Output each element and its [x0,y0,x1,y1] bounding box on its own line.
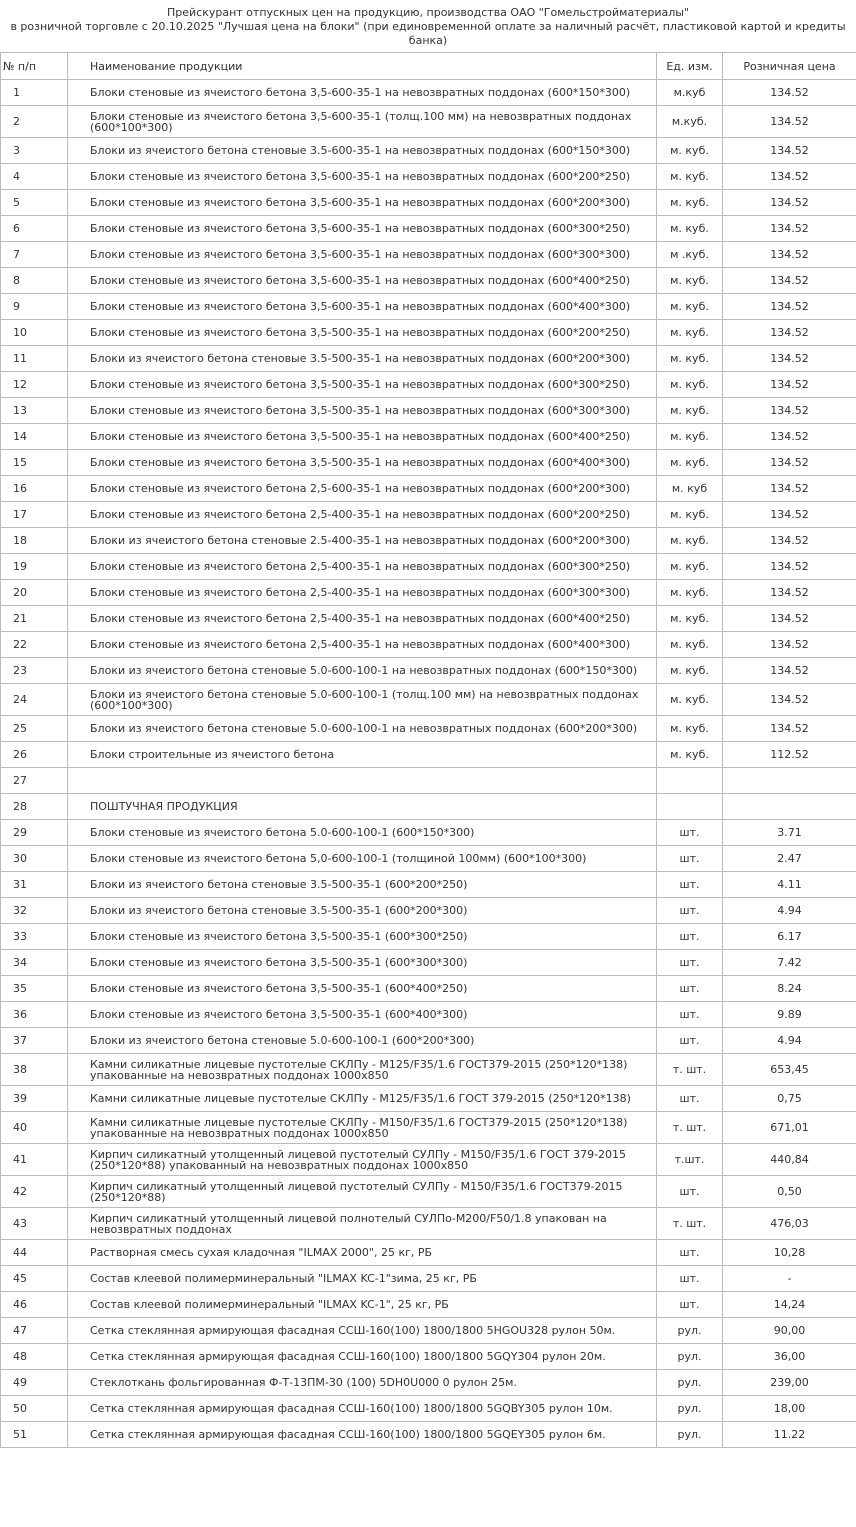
row-name: Блоки стеновые из ячеистого бетона 3,5-500-35-1 (600*400*300) [68,1002,657,1028]
row-unit: т. шт. [657,1208,723,1240]
row-name: Блоки из ячеистого бетона стеновые 5.0-600-100-1 на невозвратных поддонах (600*150*300) [68,658,657,684]
row-num: 20 [1,580,68,606]
row-unit: м. куб. [657,320,723,346]
row-num: 49 [1,1370,68,1396]
row-num: 43 [1,1208,68,1240]
row-unit: шт. [657,846,723,872]
row-price: 134.52 [723,106,856,138]
row-price: 8.24 [723,976,856,1002]
row-name: Стеклоткань фольгированная Ф-Т-13ПМ-30 (100) 5DH0U000 0 рулон 25м. [68,1370,657,1396]
row-unit: м. куб. [657,502,723,528]
row-name: Камни силикатные лицевые пустотелые СКЛПу - М150/F35/1.6 ГОСТ379-2015 (250*120*138) упакованные на невозвратных поддонах 1000х850 [68,1112,657,1144]
row-price: 36,00 [723,1344,856,1370]
row-price: 653,45 [723,1054,856,1086]
table-row [1,684,856,716]
row-num: 4 [1,164,68,190]
table-row [1,1266,856,1292]
row-num: 6 [1,216,68,242]
table-row [1,606,856,632]
title-line-1: Прейскурант отпускных цен на продукцию, производства ОАО "Гомельстройматериалы" [166,6,690,19]
row-name: Кирпич силикатный утолщенный лицевой пустотелый СУЛПу - М150/F35/1.6 ГОСТ379-2015 (250*120*88) [68,1176,657,1208]
row-unit: шт. [657,1086,723,1112]
table-row [1,1208,856,1240]
row-unit: м. куб. [657,268,723,294]
row-num: 22 [1,632,68,658]
table-row [1,294,856,320]
row-price: 134.52 [723,684,856,716]
row-num: 3 [1,138,68,164]
row-num: 47 [1,1318,68,1344]
table-row [1,924,856,950]
row-name: Блоки из ячеистого бетона стеновые 5.0-600-100-1 (толщ.100 мм) на невозвратных поддонах (600*100*300) [68,684,657,716]
row-unit: шт. [657,950,723,976]
row-price: - [723,1266,856,1292]
row-price: 134.52 [723,424,856,450]
price-list-title [0,0,856,52]
table-row [1,1028,856,1054]
table-row [1,872,856,898]
row-price: 476,03 [723,1208,856,1240]
table-row [1,1176,856,1208]
row-name: Блоки из ячеистого бетона стеновые 5.0-600-100-1 на невозвратных поддонах (600*200*300) [68,716,657,742]
row-unit: м. куб. [657,684,723,716]
table-row [1,1240,856,1266]
row-price: 3.71 [723,820,856,846]
row-price: 134.52 [723,320,856,346]
row-unit: м. куб. [657,424,723,450]
row-price: 0,75 [723,1086,856,1112]
row-name: Сетка стеклянная армирующая фасадная ССШ-160(100) 1800/1800 5GQEY305 рулон 6м. [68,1422,657,1448]
table-row [1,164,856,190]
row-unit: рул. [657,1396,723,1422]
table-row [1,976,856,1002]
row-unit: шт. [657,976,723,1002]
row-price: 0,50 [723,1176,856,1208]
row-price: 239,00 [723,1370,856,1396]
row-unit: шт. [657,872,723,898]
row-num: 14 [1,424,68,450]
row-name: Блоки из ячеистого бетона стеновые 3.5-500-35-1 на невозвратных поддонах (600*200*300) [68,346,657,372]
row-unit: шт. [657,820,723,846]
row-name: Блоки стеновые из ячеистого бетона 2,5-400-35-1 на невозвратных поддонах (600*200*250) [68,502,657,528]
row-price: 112.52 [723,742,856,768]
row-num: 18 [1,528,68,554]
table-row [1,950,856,976]
row-unit: рул. [657,1422,723,1448]
row-price: 134.52 [723,632,856,658]
row-num: 5 [1,190,68,216]
row-unit: м.куб. [657,106,723,138]
row-name: Растворная смесь сухая кладочная "ILMAX 2000", 25 кг, РБ [68,1240,657,1266]
row-name: Блоки из ячеистого бетона стеновые 5.0-600-100-1 (600*200*300) [68,1028,657,1054]
row-num: 15 [1,450,68,476]
row-price: 134.52 [723,502,856,528]
row-num: 10 [1,320,68,346]
row-num: 1 [1,80,68,106]
row-num: 33 [1,924,68,950]
row-name: Блоки стеновые из ячеистого бетона 3,5-500-35-1 (600*300*300) [68,950,657,976]
row-unit: шт. [657,1266,723,1292]
row-name: Блоки стеновые из ячеистого бетона 3,5-600-35-1 на невозвратных поддонах (600*300*250) [68,216,657,242]
row-unit [657,794,723,820]
row-num: 13 [1,398,68,424]
row-price: 4.11 [723,872,856,898]
row-unit: м. куб. [657,580,723,606]
row-num: 45 [1,1266,68,1292]
table-row [1,1112,856,1144]
row-name [68,768,657,794]
row-unit: м. куб. [657,606,723,632]
row-price: 134.52 [723,450,856,476]
table-row [1,898,856,924]
row-price: 2.47 [723,846,856,872]
table-row [1,216,856,242]
row-unit: м.куб [657,80,723,106]
row-price: 134.52 [723,398,856,424]
row-name: Блоки стеновые из ячеистого бетона 3,5-600-35-1 (толщ.100 мм) на невозвратных поддонах (600*100*300) [68,106,657,138]
table-row [1,658,856,684]
row-price: 4.94 [723,898,856,924]
row-unit: шт. [657,1176,723,1208]
table-row [1,1002,856,1028]
row-price: 134.52 [723,554,856,580]
table-row [1,424,856,450]
row-price: 134.52 [723,138,856,164]
row-unit: м. куб [657,476,723,502]
row-price: 7.42 [723,950,856,976]
row-num: 25 [1,716,68,742]
table-row [1,450,856,476]
row-name: Блоки из ячеистого бетона стеновые 3.5-500-35-1 (600*200*300) [68,898,657,924]
row-num: 31 [1,872,68,898]
row-num: 35 [1,976,68,1002]
row-name: Блоки строительные из ячеистого бетона [68,742,657,768]
row-name: Блоки стеновые из ячеистого бетона 2,5-400-35-1 на невозвратных поддонах (600*300*250) [68,554,657,580]
row-num: 8 [1,268,68,294]
row-name: Блоки из ячеистого бетона стеновые 3.5-600-35-1 на невозвратных поддонах (600*150*300) [68,138,657,164]
row-name: Блоки стеновые из ячеистого бетона 3,5-600-35-1 на невозвратных поддонах (600*300*300) [68,242,657,268]
table-row [1,1344,856,1370]
row-name: Блоки стеновые из ячеистого бетона 2,5-400-35-1 на невозвратных поддонах (600*400*300) [68,632,657,658]
row-num: 16 [1,476,68,502]
row-num: 29 [1,820,68,846]
row-num: 28 [1,794,68,820]
row-unit: м .куб. [657,242,723,268]
row-num: 30 [1,846,68,872]
row-num: 38 [1,1054,68,1086]
row-price: 134.52 [723,190,856,216]
row-name: Блоки стеновые из ячеистого бетона 3,5-500-35-1 на невозвратных поддонах (600*400*300) [68,450,657,476]
table-row [1,742,856,768]
table-row [1,190,856,216]
row-unit: м. куб. [657,164,723,190]
row-num: 50 [1,1396,68,1422]
row-name: Блоки стеновые из ячеистого бетона 3,5-500-35-1 (600*300*250) [68,924,657,950]
title-line-2: в розничной торговле с 20.10.2025 "Лучшая цена на блоки" (при единовременной оплате за наличный расчёт, пластиковой картой и кредиты банка) [10,20,846,47]
row-price: 11.22 [723,1422,856,1448]
row-price: 90,00 [723,1318,856,1344]
row-unit: м. куб. [657,632,723,658]
row-name: Блоки стеновые из ячеистого бетона 2,5-400-35-1 на невозвратных поддонах (600*300*300) [68,580,657,606]
row-num: 51 [1,1422,68,1448]
row-price: 134.52 [723,528,856,554]
row-price: 134.52 [723,216,856,242]
row-unit: м. куб. [657,216,723,242]
row-price: 134.52 [723,606,856,632]
row-name: Сетка стеклянная армирующая фасадная ССШ-160(100) 1800/1800 5GQY304 рулон 20м. [68,1344,657,1370]
row-unit: м. куб. [657,742,723,768]
row-unit: шт. [657,1240,723,1266]
row-unit: рул. [657,1318,723,1344]
row-price: 9.89 [723,1002,856,1028]
table-row [1,242,856,268]
row-price: 440,84 [723,1144,856,1176]
row-num: 12 [1,372,68,398]
row-num: 19 [1,554,68,580]
row-unit: м. куб. [657,554,723,580]
row-num: 44 [1,1240,68,1266]
row-name: Блоки из ячеистого бетона стеновые 2.5-400-35-1 на невозвратных поддонах (600*200*300) [68,528,657,554]
row-unit: т.шт. [657,1144,723,1176]
row-name: Блоки стеновые из ячеистого бетона 2,5-600-35-1 на невозвратных поддонах (600*200*300) [68,476,657,502]
row-num: 40 [1,1112,68,1144]
row-name: Кирпич силикатный утолщенный лицевой полнотелый СУЛПо-М200/F50/1.8 упакован на невозвратных поддонах [68,1208,657,1240]
row-unit: м. куб. [657,138,723,164]
row-unit: м. куб. [657,716,723,742]
table-row [1,138,856,164]
header-unit: Ед. изм. [657,53,723,80]
table-row [1,846,856,872]
header-num: № п/п [1,53,68,80]
table-row [1,320,856,346]
row-price: 134.52 [723,372,856,398]
row-num: 23 [1,658,68,684]
row-num: 39 [1,1086,68,1112]
row-price: 134.52 [723,476,856,502]
row-name: Камни силикатные лицевые пустотелые СКЛПу - М125/F35/1.6 ГОСТ379-2015 (250*120*138) упакованные на невозвратных поддонах 1000х850 [68,1054,657,1086]
row-name: Состав клеевой полимерминеральный "ILMAX KC-1"зима, 25 кг, РБ [68,1266,657,1292]
table-row [1,1144,856,1176]
table-row [1,632,856,658]
row-unit: м. куб. [657,398,723,424]
row-unit: рул. [657,1344,723,1370]
price-table [0,52,856,1448]
row-unit [657,768,723,794]
row-name: Блоки стеновые из ячеистого бетона 3,5-500-35-1 на невозвратных поддонах (600*300*250) [68,372,657,398]
row-name: Блоки стеновые из ячеистого бетона 3,5-500-35-1 на невозвратных поддонах (600*400*250) [68,424,657,450]
row-price: 14,24 [723,1292,856,1318]
row-unit: м. куб. [657,658,723,684]
table-row [1,106,856,138]
row-num: 24 [1,684,68,716]
row-price: 134.52 [723,580,856,606]
table-row [1,580,856,606]
row-unit: шт. [657,898,723,924]
row-name: ПОШТУЧНАЯ ПРОДУКЦИЯ [68,794,657,820]
row-price: 134.52 [723,268,856,294]
header-name: Наименование продукции [68,53,657,80]
table-row [1,528,856,554]
row-unit: м. куб. [657,372,723,398]
table-row [1,794,856,820]
table-row [1,502,856,528]
row-unit: шт. [657,924,723,950]
table-row [1,1086,856,1112]
row-price: 671,01 [723,1112,856,1144]
table-row [1,716,856,742]
row-num: 2 [1,106,68,138]
table-row [1,372,856,398]
row-unit: т. шт. [657,1054,723,1086]
row-num: 21 [1,606,68,632]
row-name: Блоки стеновые из ячеистого бетона 2,5-400-35-1 на невозвратных поддонах (600*400*250) [68,606,657,632]
row-unit: м. куб. [657,190,723,216]
row-unit: рул. [657,1370,723,1396]
row-num: 7 [1,242,68,268]
row-name: Сетка стеклянная армирующая фасадная ССШ-160(100) 1800/1800 5GQBY305 рулон 10м. [68,1396,657,1422]
row-price: 134.52 [723,164,856,190]
row-name: Сетка стеклянная армирующая фасадная ССШ-160(100) 1800/1800 5HGOU328 рулон 50м. [68,1318,657,1344]
table-row [1,1054,856,1086]
row-price: 134.52 [723,716,856,742]
table-header-row [1,53,856,80]
row-name: Блоки стеновые из ячеистого бетона 3,5-600-35-1 на невозвратных поддонах (600*400*300) [68,294,657,320]
table-body [1,80,856,1448]
row-num: 34 [1,950,68,976]
row-num: 42 [1,1176,68,1208]
row-num: 17 [1,502,68,528]
row-name: Кирпич силикатный утолщенный лицевой пустотелый СУЛПу - М150/F35/1.6 ГОСТ 379-2015 (250*120*88) упакованный на невозвратных поддонах 1000х850 [68,1144,657,1176]
row-price: 4.94 [723,1028,856,1054]
row-name: Блоки стеновые из ячеистого бетона 3,5-600-35-1 на невозвратных поддонах (600*400*250) [68,268,657,294]
row-price [723,768,856,794]
row-unit: т. шт. [657,1112,723,1144]
row-num: 32 [1,898,68,924]
row-name: Блоки стеновые из ячеистого бетона 3,5-500-35-1 на невозвратных поддонах (600*300*300) [68,398,657,424]
row-unit: м. куб. [657,450,723,476]
row-num: 9 [1,294,68,320]
row-num: 48 [1,1344,68,1370]
table-row [1,476,856,502]
row-name: Блоки стеновые из ячеистого бетона 5.0-600-100-1 (600*150*300) [68,820,657,846]
row-price: 134.52 [723,658,856,684]
row-name: Блоки из ячеистого бетона стеновые 3.5-500-35-1 (600*200*250) [68,872,657,898]
row-num: 26 [1,742,68,768]
table-row [1,1396,856,1422]
row-num: 27 [1,768,68,794]
table-row [1,768,856,794]
row-name: Блоки стеновые из ячеистого бетона 3,5-500-35-1 (600*400*250) [68,976,657,1002]
row-name: Состав клеевой полимерминеральный "ILMAX KC-1", 25 кг, РБ [68,1292,657,1318]
row-num: 36 [1,1002,68,1028]
row-price: 134.52 [723,346,856,372]
row-num: 41 [1,1144,68,1176]
row-unit: шт. [657,1002,723,1028]
row-num: 11 [1,346,68,372]
table-row [1,554,856,580]
row-num: 37 [1,1028,68,1054]
row-name: Блоки стеновые из ячеистого бетона 3,5-500-35-1 на невозвратных поддонах (600*200*250) [68,320,657,346]
row-price: 6.17 [723,924,856,950]
row-name: Блоки стеновые из ячеистого бетона 3,5-600-35-1 на невозвратных поддонах (600*200*250) [68,164,657,190]
row-price: 10,28 [723,1240,856,1266]
table-row [1,80,856,106]
row-num: 46 [1,1292,68,1318]
row-price [723,794,856,820]
table-row [1,820,856,846]
row-price: 134.52 [723,294,856,320]
header-price: Розничная цена [723,53,856,80]
table-row [1,346,856,372]
row-name: Блоки стеновые из ячеистого бетона 5,0-600-100-1 (толщиной 100мм) (600*100*300) [68,846,657,872]
row-unit: м. куб. [657,294,723,320]
row-price: 18,00 [723,1396,856,1422]
table-row [1,1422,856,1448]
row-price: 134.52 [723,242,856,268]
table-row [1,1292,856,1318]
row-price: 134.52 [723,80,856,106]
row-unit: шт. [657,1292,723,1318]
row-name: Блоки стеновые из ячеистого бетона 3,5-600-35-1 на невозвратных поддонах (600*150*300) [68,80,657,106]
table-row [1,1318,856,1344]
row-unit: м. куб. [657,346,723,372]
row-unit: шт. [657,1028,723,1054]
table-row [1,398,856,424]
row-name: Камни силикатные лицевые пустотелые СКЛПу - М125/F35/1.6 ГОСТ 379-2015 (250*120*138) [68,1086,657,1112]
row-unit: м. куб. [657,528,723,554]
table-row [1,268,856,294]
row-name: Блоки стеновые из ячеистого бетона 3,5-600-35-1 на невозвратных поддонах (600*200*300) [68,190,657,216]
table-row [1,1370,856,1396]
